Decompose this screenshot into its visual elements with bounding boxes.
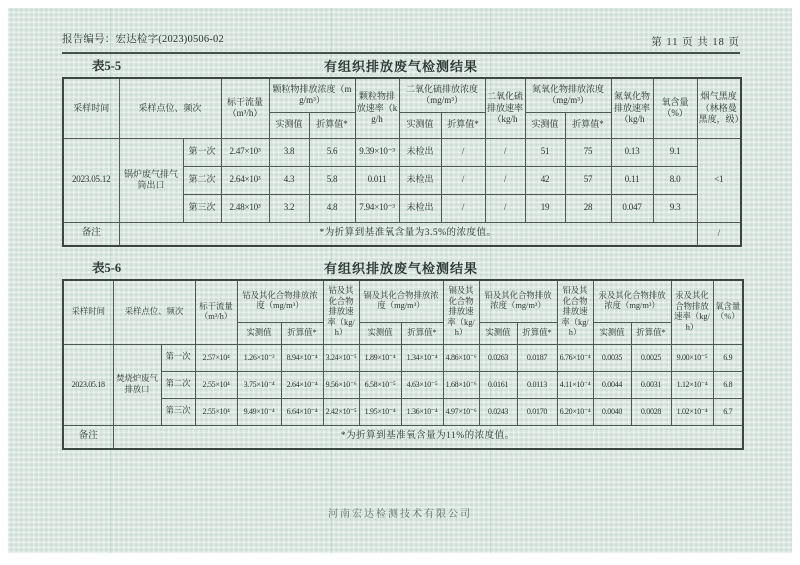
cell-value: 4.3 — [269, 166, 309, 194]
cell-value: 1.34×10⁻⁴ — [401, 344, 443, 371]
header-cd-rate: 镉及其化合物排放速率（kg/h） — [443, 280, 479, 344]
cell-value: 6.76×10⁻⁴ — [557, 344, 593, 371]
header-hg-conc: 汞及其化合物排放浓度（mg/m³） — [593, 280, 671, 322]
cell-value: / — [485, 166, 525, 194]
header-nox-rate: 氮氧化物排放速率（kg/h — [611, 78, 653, 138]
cell-value: 1.36×10⁻⁴ — [401, 398, 443, 425]
cell-value: 6.8 — [713, 371, 743, 398]
cell-value: 19 — [525, 194, 565, 222]
header-converted: 折算值* — [281, 322, 323, 344]
cell-freq: 第一次 — [161, 344, 195, 371]
cell-value: 未检出 — [399, 138, 441, 166]
cell-freq: 第三次 — [183, 194, 221, 222]
cell-value: 4.97×10⁻⁶ — [443, 398, 479, 425]
header-o2: 氧含量（%） — [653, 78, 697, 138]
cell-value: 3.24×10⁻⁵ — [323, 344, 359, 371]
header-pm-conc: 颗粒物排放浓度（mg/m³） — [269, 78, 355, 112]
cell-value: 0.0187 — [517, 344, 557, 371]
header-converted: 折算值* — [517, 322, 557, 344]
document-header — [62, 20, 740, 54]
cell-value: 0.0035 — [593, 344, 631, 371]
cell-value: 9.56×10⁻⁶ — [323, 371, 359, 398]
cell-value: 0.011 — [355, 166, 399, 194]
table-row — [63, 138, 741, 166]
cell-value: 1.12×10⁻⁴ — [671, 371, 713, 398]
header-converted: 折算值* — [309, 112, 355, 138]
header-co-rate: 钴及其化合物排放速率（kg/h） — [323, 280, 359, 344]
document-page — [8, 8, 792, 553]
table-5-5-title: 有组织排放废气检测结果 — [323, 59, 478, 74]
header-so2-rate: 二氧化硫排放速率（kg/h — [485, 78, 525, 138]
cell-value: / — [441, 166, 485, 194]
cell-value: 0.0263 — [479, 344, 517, 371]
header-o2: 氧含量（%） — [713, 280, 743, 344]
header-pb-rate: 铅及其化合物排放速率（kg/h） — [557, 280, 593, 344]
cell-value: 2.57×10⁴ — [195, 344, 237, 371]
cell-freq: 第一次 — [183, 138, 221, 166]
cell-freq: 第二次 — [161, 371, 195, 398]
header-measured: 实测值 — [525, 112, 565, 138]
cell-value: 3.8 — [269, 138, 309, 166]
cell-value: 4.11×10⁻⁴ — [557, 371, 593, 398]
cell-value: 2.55×10⁴ — [195, 398, 237, 425]
table-5-6-title: 有组织排放废气检测结果 — [323, 261, 478, 276]
cell-value: 0.0031 — [631, 371, 671, 398]
cell-freq: 第三次 — [161, 398, 195, 425]
table-5-6-caption-row — [62, 258, 740, 278]
note-label: 备注 — [63, 222, 119, 246]
cell-point: 焚烧炉废气排放口 — [113, 344, 161, 425]
cell-value: 0.0170 — [517, 398, 557, 425]
header-converted: 折算值* — [401, 322, 443, 344]
cell-value: 75 — [565, 138, 611, 166]
cell-value: 9.49×10⁻⁴ — [237, 398, 281, 425]
cell-value: 0.0161 — [479, 371, 517, 398]
table-row — [63, 398, 743, 425]
header-flow: 标干流量（m³/h） — [221, 78, 269, 138]
cell-value: 8.94×10⁻⁴ — [281, 344, 323, 371]
cell-value: 42 — [525, 166, 565, 194]
header-hg-rate: 汞及其化合物排放速率（kg/h） — [671, 280, 713, 344]
cell-value: 0.0040 — [593, 398, 631, 425]
cell-value: 9.00×10⁻⁵ — [671, 344, 713, 371]
cell-value: 2.64×10⁻⁴ — [281, 371, 323, 398]
cell-value: 0.13 — [611, 138, 653, 166]
cell-value: 1.02×10⁻⁴ — [671, 398, 713, 425]
cell-value: 8.0 — [653, 166, 697, 194]
header-converted: 折算值* — [565, 112, 611, 138]
table-row — [63, 425, 743, 449]
cell-value: 6.7 — [713, 398, 743, 425]
table-row — [63, 344, 743, 371]
cell-value: 6.64×10⁻⁴ — [281, 398, 323, 425]
cell-value: 0.0243 — [479, 398, 517, 425]
cell-value: 3.2 — [269, 194, 309, 222]
cell-value: / — [441, 138, 485, 166]
header-measured: 实测值 — [237, 322, 281, 344]
header-flow: 标干流量（m³/h） — [195, 280, 237, 344]
table-row — [63, 280, 743, 322]
header-sample-time: 采样时间 — [63, 78, 119, 138]
header-sample-time: 采样时间 — [63, 280, 113, 344]
cell-value: 57 — [565, 166, 611, 194]
header-measured: 实测值 — [399, 112, 441, 138]
header-converted: 折算值* — [631, 322, 671, 344]
cell-value: 2.55×10⁴ — [195, 371, 237, 398]
cell-value: 2.47×10³ — [221, 138, 269, 166]
cell-value: 4.8 — [309, 194, 355, 222]
cell-value: 2.48×10³ — [221, 194, 269, 222]
table-row — [63, 222, 741, 246]
header-measured: 实测值 — [479, 322, 517, 344]
cell-value: 4.63×10⁻⁵ — [401, 371, 443, 398]
header-nox-conc: 氮氧化物排放浓度（mg/m³） — [525, 78, 611, 112]
note-text: *为折算到基准氧含量为11%的浓度值。 — [113, 425, 743, 449]
header-converted: 折算值* — [441, 112, 485, 138]
header-measured: 实测值 — [593, 322, 631, 344]
cell-value: 6.20×10⁻⁴ — [557, 398, 593, 425]
cell-value: 0.0028 — [631, 398, 671, 425]
cell-value: 4.86×10⁻⁶ — [443, 344, 479, 371]
cell-value: 2.42×10⁻⁵ — [323, 398, 359, 425]
table-5-6 — [62, 279, 744, 450]
cell-value: 0.0025 — [631, 344, 671, 371]
cell-value: 1.89×10⁻⁴ — [359, 344, 401, 371]
cell-value: / — [485, 194, 525, 222]
cell-value: 51 — [525, 138, 565, 166]
cell-value: 6.9 — [713, 344, 743, 371]
header-co-conc: 钴及其化合物排放浓度（mg/m³） — [237, 280, 323, 322]
cell-freq: 第二次 — [183, 166, 221, 194]
header-pm-rate: 颗粒物排放速率（kg/h — [355, 78, 399, 138]
note-text: *为折算到基准氧含量为3.5%的浓度值。 — [119, 222, 697, 246]
cell-value: 1.26×10⁻³ — [237, 344, 281, 371]
cell-value: 未检出 — [399, 194, 441, 222]
header-sample-point: 采样点位、频次 — [113, 280, 195, 344]
cell-value: 1.95×10⁻⁴ — [359, 398, 401, 425]
table-5-5-caption: 表5-5 — [92, 59, 122, 73]
cell-date: 2023.05.12 — [63, 138, 119, 222]
cell-value: / — [485, 138, 525, 166]
header-measured: 实测值 — [359, 322, 401, 344]
note-slash: / — [697, 222, 741, 246]
page-number: 第 11 页 共 18 页 — [651, 37, 740, 48]
cell-value: 0.0044 — [593, 371, 631, 398]
header-pb-conc: 铅及其化合物排放浓度（mg/m³） — [479, 280, 557, 322]
cell-point: 锅炉废气排气筒出口 — [119, 138, 183, 222]
table-5-5-caption-row — [62, 56, 740, 76]
cell-value: 2.64×10³ — [221, 166, 269, 194]
cell-value: 5.8 — [309, 166, 355, 194]
note-label: 备注 — [63, 425, 113, 449]
header-sample-point: 采样点位、频次 — [119, 78, 221, 138]
cell-value: 7.94×10⁻³ — [355, 194, 399, 222]
report-number: 报告编号：宏达检字(2023)0506-02 — [62, 34, 224, 45]
cell-date: 2023.05.18 — [63, 344, 113, 425]
footer-company: 河南宏达检测技术有限公司 — [328, 509, 472, 520]
header-cd-conc: 镉及其化合物排放浓度（mg/m³） — [359, 280, 443, 322]
header-so2-conc: 二氧化硫排放浓度（mg/m³） — [399, 78, 485, 112]
header-blackness: 烟气黑度（林格曼黑度，级） — [697, 78, 741, 138]
cell-value: 1.68×10⁻⁶ — [443, 371, 479, 398]
cell-value: 0.047 — [611, 194, 653, 222]
cell-value: 6.58×10⁻⁵ — [359, 371, 401, 398]
cell-value: 3.75×10⁻⁴ — [237, 371, 281, 398]
cell-value: 0.11 — [611, 166, 653, 194]
cell-value: 未检出 — [399, 166, 441, 194]
table-row — [63, 78, 741, 112]
table-5-6-caption: 表5-6 — [92, 261, 122, 275]
cell-value: 28 — [565, 194, 611, 222]
cell-value: 5.6 — [309, 138, 355, 166]
cell-value: 9.1 — [653, 138, 697, 166]
cell-blackness: <1 — [697, 138, 741, 222]
cell-value: 9.39×10⁻³ — [355, 138, 399, 166]
table-5-5 — [62, 77, 742, 247]
cell-value: 0.0113 — [517, 371, 557, 398]
cell-value: 9.3 — [653, 194, 697, 222]
table-row — [63, 371, 743, 398]
header-measured: 实测值 — [269, 112, 309, 138]
cell-value: / — [441, 194, 485, 222]
